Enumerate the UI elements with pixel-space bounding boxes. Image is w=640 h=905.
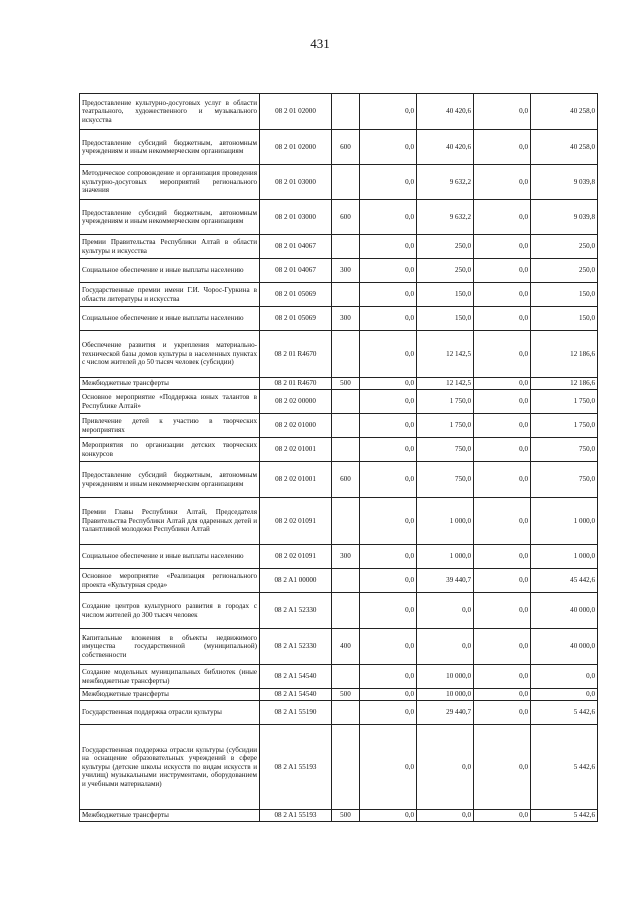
- row-value-4: 750,0: [531, 462, 598, 498]
- row-value-2: 12 142,5: [417, 331, 474, 378]
- table-row: [80, 593, 598, 629]
- row-name: Основное мероприятие «Реализация регионального проекта «Культурная среда»: [80, 569, 260, 593]
- row-name: Создание центров культурного развития в городах с числом жителей до 300 тысяч человек: [80, 593, 260, 629]
- table-row: [80, 569, 598, 593]
- row-value-2: 0,0: [417, 725, 474, 810]
- row-value-3: 0,0: [474, 689, 531, 701]
- row-value-4: 1 750,0: [531, 414, 598, 438]
- row-code: 08 2 A1 00000: [260, 569, 332, 593]
- row-value-2: 9 632,2: [417, 165, 474, 200]
- row-value-2: 1 000,0: [417, 545, 474, 569]
- row-value-4: 12 186,6: [531, 378, 598, 390]
- row-value-3: 0,0: [474, 307, 531, 331]
- row-value-4: 5 442,6: [531, 725, 598, 810]
- row-name: Мероприятия по организации детских творческих конкурсов: [80, 438, 260, 462]
- table-row: [80, 414, 598, 438]
- row-value-3: 0,0: [474, 498, 531, 545]
- row-value-3: 0,0: [474, 390, 531, 414]
- row-value-1: 0,0: [360, 593, 417, 629]
- row-value-2: 10 000,0: [417, 665, 474, 689]
- row-value-1: 0,0: [360, 462, 417, 498]
- row-value-2: 10 000,0: [417, 689, 474, 701]
- row-value-3: 0,0: [474, 283, 531, 307]
- row-value-3: 0,0: [474, 378, 531, 390]
- row-code: 08 2 02 01091: [260, 545, 332, 569]
- row-value-3: 0,0: [474, 593, 531, 629]
- row-expense-type: [332, 593, 360, 629]
- row-name: Капитальные вложения в объекты недвижимого имущества государственной (муниципальной) собственности: [80, 629, 260, 665]
- row-value-1: 0,0: [360, 725, 417, 810]
- row-value-4: 1 000,0: [531, 498, 598, 545]
- row-value-4: 40 258,0: [531, 130, 598, 165]
- row-value-3: 0,0: [474, 130, 531, 165]
- row-expense-type: 300: [332, 545, 360, 569]
- row-name: Привлечение детей к участию в творческих мероприятиях: [80, 414, 260, 438]
- row-value-4: 40 000,0: [531, 629, 598, 665]
- row-value-3: 0,0: [474, 259, 531, 283]
- row-name: Межбюджетные трансферты: [80, 689, 260, 701]
- budget-table: [79, 93, 598, 822]
- row-code: 08 2 02 00000: [260, 390, 332, 414]
- row-value-4: 9 039,8: [531, 200, 598, 235]
- row-name: Государственная поддержка отрасли культуры: [80, 701, 260, 725]
- row-value-4: 0,0: [531, 665, 598, 689]
- row-value-4: 0,0: [531, 689, 598, 701]
- row-value-3: 0,0: [474, 629, 531, 665]
- row-code: 08 2 01 R4670: [260, 331, 332, 378]
- row-expense-type: 500: [332, 378, 360, 390]
- row-code: 08 2 01 02000: [260, 130, 332, 165]
- table-row: [80, 130, 598, 165]
- row-expense-type: [332, 438, 360, 462]
- row-value-4: 5 442,6: [531, 810, 598, 822]
- row-expense-type: [332, 390, 360, 414]
- row-name: Обеспечение развития и укрепления материально-технической базы домов культуры в населенных пунктах с числом жителей до 50 тысяч человек (субсидии): [80, 331, 260, 378]
- row-value-1: 0,0: [360, 689, 417, 701]
- row-value-1: 0,0: [360, 390, 417, 414]
- row-value-1: 0,0: [360, 569, 417, 593]
- row-value-2: 12 142,5: [417, 378, 474, 390]
- row-code: 08 2 02 01000: [260, 414, 332, 438]
- row-value-1: 0,0: [360, 130, 417, 165]
- row-value-3: 0,0: [474, 725, 531, 810]
- row-value-2: 150,0: [417, 283, 474, 307]
- row-value-2: 0,0: [417, 629, 474, 665]
- row-value-3: 0,0: [474, 331, 531, 378]
- row-expense-type: 600: [332, 462, 360, 498]
- table-row: [80, 307, 598, 331]
- row-name: Премии Главы Республики Алтай, Председателя Правительства Республики Алтай для одаренных детей и талантливой молодежи Республики Алтай: [80, 498, 260, 545]
- table-row: [80, 235, 598, 259]
- row-value-3: 0,0: [474, 414, 531, 438]
- table-row: [80, 200, 598, 235]
- row-name: Государственные премии имени Г.И. Чорос-Гуркина в области литературы и искусства: [80, 283, 260, 307]
- row-value-3: 0,0: [474, 810, 531, 822]
- row-code: 08 2 01 05069: [260, 307, 332, 331]
- row-value-1: 0,0: [360, 498, 417, 545]
- row-code: 08 2 01 03000: [260, 200, 332, 235]
- row-value-4: 150,0: [531, 307, 598, 331]
- row-value-2: 0,0: [417, 593, 474, 629]
- row-expense-type: [332, 569, 360, 593]
- row-expense-type: 600: [332, 200, 360, 235]
- row-name: Социальное обеспечение и иные выплаты населению: [80, 307, 260, 331]
- row-name: Предоставление субсидий бюджетным, автономным учреждениям и иным некоммерческим организациям: [80, 130, 260, 165]
- row-expense-type: [332, 725, 360, 810]
- row-value-1: 0,0: [360, 307, 417, 331]
- row-value-2: 750,0: [417, 462, 474, 498]
- row-value-3: 0,0: [474, 235, 531, 259]
- row-value-3: 0,0: [474, 94, 531, 130]
- row-expense-type: [332, 235, 360, 259]
- row-code: 08 2 02 01001: [260, 438, 332, 462]
- row-code: 08 2 A1 54540: [260, 689, 332, 701]
- row-value-4: 9 039,8: [531, 165, 598, 200]
- row-expense-type: 400: [332, 629, 360, 665]
- row-expense-type: [332, 665, 360, 689]
- row-value-2: 1 750,0: [417, 414, 474, 438]
- row-expense-type: [332, 165, 360, 200]
- row-name: Предоставление субсидий бюджетным, автономным учреждениям и иным некоммерческим организациям: [80, 200, 260, 235]
- row-value-4: 5 442,6: [531, 701, 598, 725]
- row-value-2: 9 632,2: [417, 200, 474, 235]
- row-value-4: 1 750,0: [531, 390, 598, 414]
- row-name: Методическое сопровождение и организация проведения культурно-досуговых мероприятий регионального значения: [80, 165, 260, 200]
- table-row: [80, 331, 598, 378]
- row-expense-type: 300: [332, 307, 360, 331]
- row-expense-type: [332, 331, 360, 378]
- row-value-4: 150,0: [531, 283, 598, 307]
- row-expense-type: [332, 701, 360, 725]
- table-row: [80, 725, 598, 810]
- table-row: [80, 283, 598, 307]
- row-value-3: 0,0: [474, 665, 531, 689]
- row-value-4: 40 000,0: [531, 593, 598, 629]
- row-value-1: 0,0: [360, 701, 417, 725]
- table-row: [80, 665, 598, 689]
- row-code: 08 2 A1 55193: [260, 725, 332, 810]
- row-value-3: 0,0: [474, 462, 531, 498]
- row-name: Межбюджетные трансферты: [80, 378, 260, 390]
- row-name: Межбюджетные трансферты: [80, 810, 260, 822]
- row-value-1: 0,0: [360, 665, 417, 689]
- row-code: 08 2 A1 52330: [260, 629, 332, 665]
- row-name: Предоставление субсидий бюджетным, автономным учреждениям и иным некоммерческим организациям: [80, 462, 260, 498]
- row-code: 08 2 01 R4670: [260, 378, 332, 390]
- row-value-2: 150,0: [417, 307, 474, 331]
- table-row: [80, 545, 598, 569]
- row-expense-type: 300: [332, 259, 360, 283]
- row-value-1: 0,0: [360, 810, 417, 822]
- row-code: 08 2 01 04067: [260, 259, 332, 283]
- page-number: 431: [310, 36, 330, 51]
- row-expense-type: 500: [332, 689, 360, 701]
- row-code: 08 2 01 02000: [260, 94, 332, 130]
- row-code: 08 2 01 05069: [260, 283, 332, 307]
- row-value-2: 40 420,6: [417, 130, 474, 165]
- row-value-2: 1 750,0: [417, 390, 474, 414]
- row-value-2: 1 000,0: [417, 498, 474, 545]
- row-value-2: 0,0: [417, 810, 474, 822]
- row-value-2: 750,0: [417, 438, 474, 462]
- row-value-1: 0,0: [360, 283, 417, 307]
- row-expense-type: 500: [332, 810, 360, 822]
- row-value-1: 0,0: [360, 235, 417, 259]
- table-row: [80, 462, 598, 498]
- row-name: Предоставление культурно-досуговых услуг в области театрального, художественного и музыкального искусства: [80, 94, 260, 130]
- row-value-1: 0,0: [360, 378, 417, 390]
- row-value-1: 0,0: [360, 629, 417, 665]
- table-row: [80, 94, 598, 130]
- row-value-3: 0,0: [474, 545, 531, 569]
- row-value-1: 0,0: [360, 438, 417, 462]
- row-code: 08 2 A1 55190: [260, 701, 332, 725]
- row-value-3: 0,0: [474, 438, 531, 462]
- table-row: [80, 438, 598, 462]
- row-expense-type: [332, 498, 360, 545]
- row-value-4: 12 186,6: [531, 331, 598, 378]
- row-value-2: 250,0: [417, 259, 474, 283]
- table-row: [80, 701, 598, 725]
- row-code: 08 2 01 03000: [260, 165, 332, 200]
- row-value-2: 40 420,6: [417, 94, 474, 130]
- row-value-2: 39 440,7: [417, 569, 474, 593]
- row-code: 08 2 01 04067: [260, 235, 332, 259]
- table-row: [80, 390, 598, 414]
- row-value-2: 250,0: [417, 235, 474, 259]
- row-code: 08 2 A1 54540: [260, 665, 332, 689]
- table-row: [80, 165, 598, 200]
- row-value-3: 0,0: [474, 200, 531, 235]
- table-row: [80, 810, 598, 822]
- row-value-1: 0,0: [360, 414, 417, 438]
- row-code: 08 2 A1 55193: [260, 810, 332, 822]
- row-expense-type: [332, 414, 360, 438]
- row-value-1: 0,0: [360, 165, 417, 200]
- table-row: [80, 689, 598, 701]
- table-row: [80, 498, 598, 545]
- row-code: 08 2 A1 52330: [260, 593, 332, 629]
- row-value-4: 1 000,0: [531, 545, 598, 569]
- row-value-3: 0,0: [474, 165, 531, 200]
- row-code: 08 2 02 01091: [260, 498, 332, 545]
- row-name: Основное мероприятие «Поддержка юных талантов в Республике Алтай»: [80, 390, 260, 414]
- row-name: Государственная поддержка отрасли культуры (субсидии на оснащение образовательных учреждений в сфере культуры (детские школы искусств по видам искусств и училищ) музыкальными инструментами, оборудованием и учебными материалами): [80, 725, 260, 810]
- row-value-4: 250,0: [531, 259, 598, 283]
- row-value-4: 45 442,6: [531, 569, 598, 593]
- row-value-1: 0,0: [360, 331, 417, 378]
- table-row: [80, 629, 598, 665]
- row-name: Создание модельных муниципальных библиотек (иные межбюджетные трансферты): [80, 665, 260, 689]
- table-row: [80, 259, 598, 283]
- row-name: Премии Правительства Республики Алтай в области культуры и искусства: [80, 235, 260, 259]
- row-name: Социальное обеспечение и иные выплаты населению: [80, 259, 260, 283]
- row-code: 08 2 02 01001: [260, 462, 332, 498]
- row-name: Социальное обеспечение и иные выплаты населению: [80, 545, 260, 569]
- row-expense-type: 600: [332, 130, 360, 165]
- row-expense-type: [332, 283, 360, 307]
- row-value-1: 0,0: [360, 545, 417, 569]
- row-value-3: 0,0: [474, 701, 531, 725]
- row-value-4: 250,0: [531, 235, 598, 259]
- row-value-4: 40 258,0: [531, 94, 598, 130]
- row-expense-type: [332, 94, 360, 130]
- row-value-1: 0,0: [360, 259, 417, 283]
- row-value-4: 750,0: [531, 438, 598, 462]
- row-value-2: 29 440,7: [417, 701, 474, 725]
- row-value-1: 0,0: [360, 200, 417, 235]
- row-value-1: 0,0: [360, 94, 417, 130]
- row-value-3: 0,0: [474, 569, 531, 593]
- table-row: [80, 378, 598, 390]
